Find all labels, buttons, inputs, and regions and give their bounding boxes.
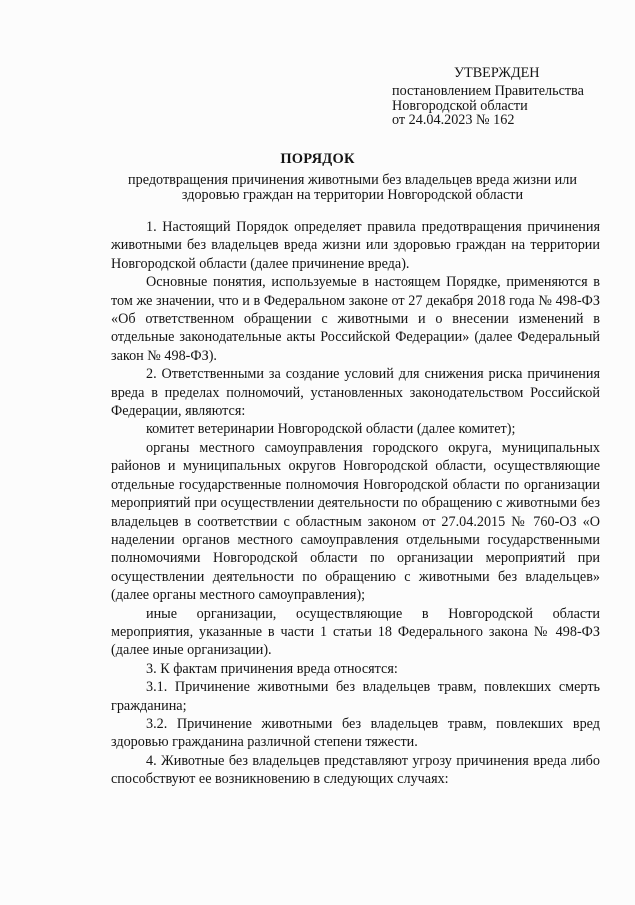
- approval-stamp: [392, 66, 584, 128]
- paragraph: 3.2. Причинение животными без владельцев травм, повлекших вред здоровью гражданина различной степени тяжести.: [111, 715, 600, 751]
- paragraph: Основные понятия, используемые в настоящем Порядке, применяются в том же значении, что и в Федеральном законе от 27 декабря 2018 года № 498-ФЗ «Об ответственном обращении с животными и о внесении изменений в отдельные законодательные акты Российской Федерации» (далее Федеральный закон № 498-ФЗ).: [111, 274, 600, 364]
- approval-line: Новгородской области: [392, 97, 528, 114]
- paragraph: комитет ветеринарии Новгородской области (далее комитет);: [146, 421, 516, 438]
- document-subtitle: [110, 173, 595, 203]
- document-title: ПОРЯДОК: [280, 151, 355, 167]
- paragraph: иные организации, осуществляющие в Новгородской области мероприятия, указанные в части 1 статьи 18 Федерального закона № 498-ФЗ (далее иные организации).: [111, 605, 600, 659]
- subtitle-line: предотвращения причинения животными без владельцев вреда жизни или: [128, 172, 577, 188]
- paragraph: 3. К фактам причинения вреда относятся:: [146, 660, 398, 677]
- paragraph: 1. Настоящий Порядок определяет правила предотвращения причинения животными без владельцев вреда жизни или здоровью граждан на территории Новгородской области (далее причинение вреда).: [111, 219, 600, 272]
- subtitle-line: здоровью граждан на территории Новгородской области: [181, 187, 524, 203]
- approval-line: от 24.04.2023 № 162: [392, 112, 515, 129]
- paragraph: органы местного самоуправления городского округа, муниципальных районов и муниципальных округов Новгородской области, осуществляющие отдельные государственные полномочия Новгородской области по организации мероприятий при осуществлении деятельности по обращению с животными без владельцев в соответствии с областным законом от 27.04.2015 № 760-ОЗ «О наделении органов местного самоуправления отдельными государственными полномочиями Новгородской области по организации мероприятий при осуществлении деятельности по обращению с животными без владельцев» (далее органы местного самоуправления);: [111, 439, 600, 604]
- approval-heading: УТВЕРЖДЕН: [454, 65, 540, 81]
- paragraph: 2. Ответственными за создание условий для снижения риска причинения вреда в пределах полномочий, установленных законодательством Российской Федерации, являются:: [111, 366, 600, 420]
- approval-line: постановлением Правительства: [392, 83, 584, 100]
- paragraph: 3.1. Причинение животными без владельцев травм, повлекших смерть гражданина;: [111, 679, 600, 714]
- document-body: [111, 218, 600, 789]
- paragraph: 4. Животные без владельцев представляют угрозу причинения вреда либо способствуют ее возникновению в следующих случаях:: [111, 752, 600, 788]
